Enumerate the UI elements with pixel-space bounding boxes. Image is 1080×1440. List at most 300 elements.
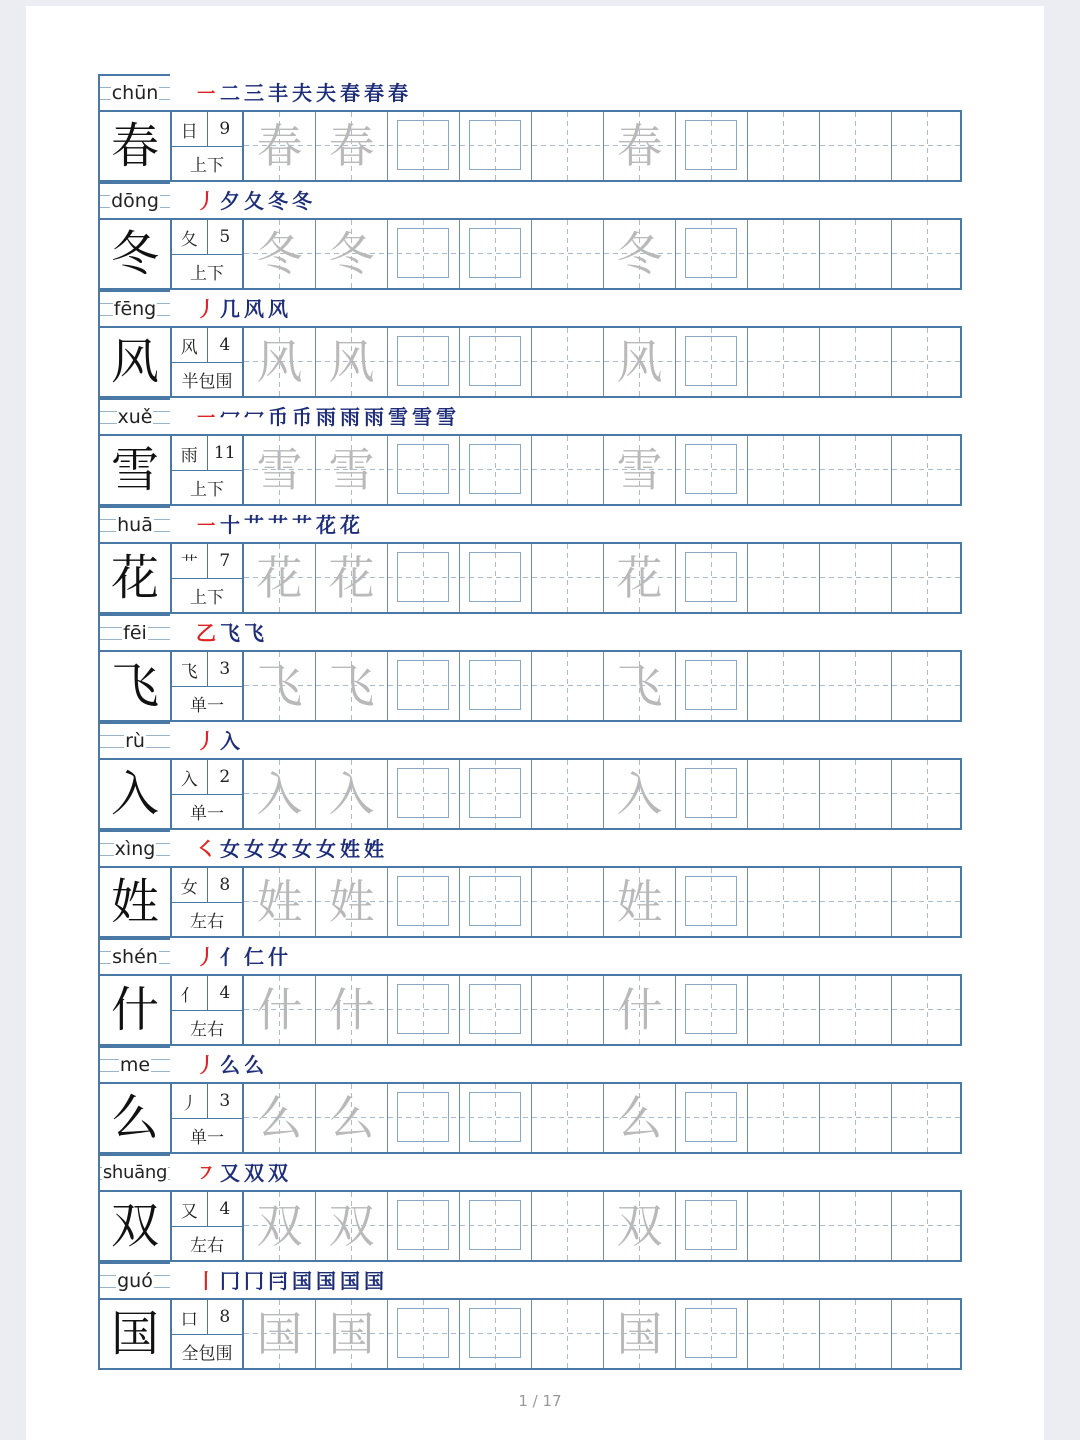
practice-cell (748, 1300, 820, 1368)
practice-cell (748, 436, 820, 504)
writing-box (397, 1092, 449, 1142)
character-entry (98, 1046, 962, 1154)
stroke-count: 8 (219, 875, 231, 895)
writing-box (397, 1200, 449, 1250)
practice-cell (892, 868, 964, 936)
character-info (172, 328, 244, 396)
practice-cell (676, 220, 748, 288)
practice-cell (820, 1300, 892, 1368)
practice-cell (604, 1084, 676, 1152)
character-entry (98, 722, 962, 830)
practice-cell (676, 976, 748, 1044)
trace-character: 姓 (328, 875, 375, 929)
practice-cell (604, 112, 676, 180)
practice-cell (604, 1192, 676, 1260)
practice-cell (316, 1300, 388, 1368)
pinyin-cell (98, 398, 170, 434)
trace-character: 飞 (256, 659, 303, 713)
model-character: 飞 (100, 652, 172, 720)
stroke-order-sequence (196, 1050, 264, 1080)
trace-character: 花 (616, 551, 663, 605)
practice-cell (388, 436, 460, 504)
stroke-step: 冬 (268, 189, 288, 213)
stroke-step: 丿 (196, 729, 216, 753)
practice-cell (820, 652, 892, 720)
practice-cell (892, 436, 964, 504)
writing-box (685, 768, 737, 818)
stroke-step: 丿 (196, 1053, 216, 1077)
practice-cell (604, 868, 676, 936)
practice-cell (316, 112, 388, 180)
practice-cell (820, 760, 892, 828)
practice-grid-row (98, 866, 962, 938)
stroke-order-sequence (196, 294, 288, 324)
writing-box (469, 984, 521, 1034)
trace-character: 花 (328, 551, 375, 605)
writing-box (685, 1092, 737, 1142)
practice-cell (892, 976, 964, 1044)
practice-cell (460, 1300, 532, 1368)
trace-character: 冬 (256, 227, 303, 281)
practice-cell (244, 544, 316, 612)
practice-cell (604, 760, 676, 828)
model-character: 风 (100, 328, 172, 396)
stroke-count: 3 (219, 659, 231, 679)
practice-cell (604, 652, 676, 720)
writing-box (397, 1308, 449, 1358)
character-practice-sheet (98, 74, 962, 1370)
character-info (172, 436, 244, 504)
practice-cell (244, 436, 316, 504)
stroke-step: 花 (316, 513, 336, 537)
practice-cell (388, 652, 460, 720)
writing-box (469, 768, 521, 818)
writing-box (685, 336, 737, 386)
stroke-step: 艹 (244, 513, 264, 537)
practice-cell (676, 1192, 748, 1260)
pinyin-cell (98, 1046, 170, 1082)
practice-grid-row (98, 974, 962, 1046)
practice-cell (604, 544, 676, 612)
stroke-step: 二 (220, 81, 240, 105)
practice-cell (244, 868, 316, 936)
trace-character: 什 (328, 983, 375, 1037)
stroke-step: 冖 (244, 405, 264, 429)
pinyin-text: shuāng (102, 1162, 168, 1183)
practice-cell (316, 544, 388, 612)
stroke-step: ㇐ (196, 513, 216, 537)
character-entry (98, 1154, 962, 1262)
pinyin-text: shén (112, 946, 158, 968)
writing-box (397, 876, 449, 926)
trace-character: 么 (616, 1091, 663, 1145)
stroke-step: 雨 (364, 405, 384, 429)
practice-cell (316, 652, 388, 720)
practice-cell (316, 760, 388, 828)
practice-cell (388, 1084, 460, 1152)
practice-cell (532, 976, 604, 1044)
character-entry (98, 182, 962, 290)
stroke-step: 币 (268, 405, 288, 429)
structure-type: 左右 (190, 912, 224, 932)
practice-cell (316, 1084, 388, 1152)
structure-type: 上下 (190, 480, 224, 500)
structure-type: 上下 (190, 264, 224, 284)
character-info (172, 1192, 244, 1260)
stroke-step: 夫 (316, 81, 336, 105)
practice-cell (460, 436, 532, 504)
practice-grid-row (98, 326, 962, 398)
trace-character: 春 (256, 119, 303, 173)
practice-cell (820, 868, 892, 936)
stroke-step: 丰 (268, 81, 288, 105)
practice-cell (748, 1084, 820, 1152)
stroke-step: 雪 (436, 405, 456, 429)
practice-grid-row (98, 758, 962, 830)
stroke-step: 么 (220, 1053, 240, 1077)
stroke-order-sequence (196, 1158, 288, 1188)
practice-cell (388, 328, 460, 396)
trace-character: 春 (328, 119, 375, 173)
pinyin-cell (98, 182, 170, 218)
practice-cell (388, 976, 460, 1044)
stroke-order-sequence (196, 726, 240, 756)
writing-box (397, 552, 449, 602)
trace-character: 入 (256, 767, 303, 821)
stroke-step: 女 (268, 837, 288, 861)
radical: 飞 (172, 652, 208, 686)
trace-character: 风 (328, 335, 375, 389)
stroke-step: 十 (220, 513, 240, 537)
character-info (172, 544, 244, 612)
stroke-step: 什 (268, 945, 288, 969)
practice-cell (460, 1192, 532, 1260)
practice-cell (676, 544, 748, 612)
pinyin-cell (98, 74, 170, 110)
stroke-count: 8 (219, 1307, 231, 1327)
model-character: 入 (100, 760, 172, 828)
stroke-step: 姓 (340, 837, 360, 861)
stroke-order-sequence (196, 618, 264, 648)
writing-box (685, 984, 737, 1034)
stroke-count: 11 (213, 443, 236, 463)
practice-cell (460, 220, 532, 288)
practice-cell (820, 112, 892, 180)
pinyin-text: rù (125, 730, 145, 752)
character-entry (98, 1262, 962, 1370)
trace-character: 双 (328, 1199, 375, 1253)
practice-cell (604, 436, 676, 504)
trace-character: 双 (616, 1199, 663, 1253)
writing-box (469, 876, 521, 926)
pinyin-cell (98, 830, 170, 866)
practice-cell (460, 328, 532, 396)
pinyin-cell (98, 290, 170, 326)
practice-cell (244, 1192, 316, 1260)
practice-cell (604, 976, 676, 1044)
practice-cell (892, 112, 964, 180)
radical: 日 (172, 112, 208, 146)
writing-box (469, 1092, 521, 1142)
practice-cell (316, 328, 388, 396)
character-info (172, 112, 244, 180)
trace-character: 冬 (616, 227, 663, 281)
practice-cell (748, 976, 820, 1044)
stroke-step: 入 (220, 729, 240, 753)
practice-cell (388, 1300, 460, 1368)
practice-cell (244, 328, 316, 396)
practice-cell (532, 652, 604, 720)
writing-box (397, 660, 449, 710)
practice-cell (892, 328, 964, 396)
stroke-step: 雨 (316, 405, 336, 429)
writing-box (685, 228, 737, 278)
practice-cell (748, 1192, 820, 1260)
practice-cell (748, 760, 820, 828)
practice-cell (748, 328, 820, 396)
stroke-step: 飞 (244, 621, 264, 645)
model-character: 国 (100, 1300, 172, 1368)
writing-box (685, 660, 737, 710)
pinyin-text: me (119, 1054, 151, 1076)
stroke-step: 风 (244, 297, 264, 321)
pinyin-text: xuě (117, 406, 153, 428)
practice-cell (676, 328, 748, 396)
practice-cell (388, 1192, 460, 1260)
trace-character: 国 (328, 1307, 375, 1361)
practice-cell (316, 1192, 388, 1260)
writing-box (397, 768, 449, 818)
character-entry (98, 614, 962, 722)
writing-box (397, 336, 449, 386)
stroke-step: 丿 (196, 945, 216, 969)
writing-box (685, 444, 737, 494)
practice-cell (460, 1084, 532, 1152)
stroke-step: 亻 (220, 945, 240, 969)
stroke-step: 几 (220, 297, 240, 321)
pinyin-text: fēng (113, 298, 157, 320)
practice-cell (388, 760, 460, 828)
stroke-step: 艹 (268, 513, 288, 537)
stroke-step: 又 (220, 1161, 240, 1185)
practice-cell (532, 868, 604, 936)
practice-cell (748, 220, 820, 288)
stroke-step: 夕 (220, 189, 240, 213)
stroke-count: 9 (219, 119, 231, 139)
stroke-order-sequence (196, 510, 360, 540)
trace-character: 春 (616, 119, 663, 173)
practice-cell (748, 652, 820, 720)
character-info (172, 220, 244, 288)
model-character: 姓 (100, 868, 172, 936)
stroke-step: 国 (340, 1269, 360, 1293)
stroke-step: 丿 (196, 189, 216, 213)
stroke-step: 国 (316, 1269, 336, 1293)
stroke-count: 5 (219, 227, 231, 247)
practice-grid-row (98, 1190, 962, 1262)
pinyin-cell (98, 506, 170, 542)
practice-cell (676, 1084, 748, 1152)
practice-cell (316, 436, 388, 504)
character-info (172, 976, 244, 1044)
stroke-step: 雨 (340, 405, 360, 429)
practice-cell (676, 1300, 748, 1368)
practice-cell (460, 544, 532, 612)
stroke-step: 春 (340, 81, 360, 105)
practice-cell (244, 1084, 316, 1152)
practice-cell (316, 868, 388, 936)
practice-cell (460, 652, 532, 720)
stroke-order-sequence (196, 834, 384, 864)
practice-cell (892, 1192, 964, 1260)
pinyin-cell (98, 1262, 170, 1298)
structure-type: 左右 (190, 1020, 224, 1040)
practice-cell (820, 436, 892, 504)
stroke-step: 女 (220, 837, 240, 861)
writing-box (685, 120, 737, 170)
pinyin-text: xìng (114, 838, 156, 860)
practice-cell (676, 652, 748, 720)
model-character: 双 (100, 1192, 172, 1260)
stroke-order-sequence (196, 942, 288, 972)
model-character: 雪 (100, 436, 172, 504)
practice-cell (460, 868, 532, 936)
stroke-step: ㇐ (196, 405, 216, 429)
trace-character: 么 (256, 1091, 303, 1145)
practice-cell (532, 328, 604, 396)
trace-character: 飞 (328, 659, 375, 713)
character-entry (98, 830, 962, 938)
stroke-step: 姓 (364, 837, 384, 861)
stroke-step: 三 (244, 81, 264, 105)
practice-cell (532, 1084, 604, 1152)
writing-box (397, 228, 449, 278)
practice-cell (892, 1084, 964, 1152)
stroke-step: 雪 (388, 405, 408, 429)
practice-cell (892, 760, 964, 828)
writing-box (685, 552, 737, 602)
stroke-step: 国 (364, 1269, 384, 1293)
trace-character: 姓 (256, 875, 303, 929)
practice-cell (244, 760, 316, 828)
writing-box (469, 660, 521, 710)
stroke-count: 7 (219, 551, 231, 571)
character-info (172, 1300, 244, 1368)
trace-character: 入 (616, 767, 663, 821)
practice-cell (244, 976, 316, 1044)
pinyin-text: chūn (111, 82, 159, 104)
structure-type: 单一 (190, 804, 224, 824)
practice-cell (748, 544, 820, 612)
character-entry (98, 74, 962, 182)
practice-cell (676, 760, 748, 828)
practice-cell (532, 436, 604, 504)
radical: 丿 (172, 1084, 208, 1118)
practice-cell (460, 112, 532, 180)
pinyin-cell (98, 1154, 170, 1190)
writing-box (685, 1308, 737, 1358)
writing-box (469, 120, 521, 170)
stroke-count: 4 (219, 335, 231, 355)
stroke-step: 花 (340, 513, 360, 537)
practice-cell (316, 976, 388, 1044)
pinyin-text: guó (117, 1270, 153, 1292)
practice-cell (532, 112, 604, 180)
stroke-step: 女 (316, 837, 336, 861)
practice-cell (532, 1192, 604, 1260)
stroke-order-sequence (196, 1266, 384, 1296)
practice-cell (604, 328, 676, 396)
character-entry (98, 938, 962, 1046)
structure-type: 上下 (190, 156, 224, 176)
writing-box (469, 336, 521, 386)
structure-type: 上下 (190, 588, 224, 608)
trace-character: 风 (256, 335, 303, 389)
trace-character: 么 (328, 1091, 375, 1145)
stroke-count: 4 (219, 1199, 231, 1219)
practice-cell (748, 868, 820, 936)
structure-type: 半包围 (181, 372, 233, 392)
radical: 女 (172, 868, 208, 902)
practice-cell (676, 112, 748, 180)
practice-cell (892, 220, 964, 288)
page-indicator: 1 / 17 (518, 1392, 562, 1410)
practice-grid-row (98, 434, 962, 506)
stroke-step: 女 (244, 837, 264, 861)
writing-box (469, 1200, 521, 1250)
practice-cell (532, 544, 604, 612)
practice-cell (244, 220, 316, 288)
stroke-step: 双 (268, 1161, 288, 1185)
character-entry (98, 398, 962, 506)
stroke-step: 冂 (220, 1269, 240, 1293)
model-character: 春 (100, 112, 172, 180)
practice-cell (820, 1192, 892, 1260)
trace-character: 飞 (616, 659, 663, 713)
stroke-count: 3 (219, 1091, 231, 1111)
model-character: 么 (100, 1084, 172, 1152)
trace-character: 双 (256, 1199, 303, 1253)
practice-grid-row (98, 1082, 962, 1154)
stroke-order-sequence (196, 78, 408, 108)
pinyin-text: huā (117, 514, 153, 536)
stroke-order-sequence (196, 186, 312, 216)
structure-type: 单一 (190, 1128, 224, 1148)
stroke-step: 仁 (244, 945, 264, 969)
stroke-step: 国 (292, 1269, 312, 1293)
practice-cell (388, 112, 460, 180)
practice-cell (532, 760, 604, 828)
trace-character: 姓 (616, 875, 663, 929)
stroke-order-sequence (196, 402, 456, 432)
radical: 夂 (172, 220, 208, 254)
radical: 又 (172, 1192, 208, 1226)
radical: 风 (172, 328, 208, 362)
practice-cell (892, 652, 964, 720)
structure-type: 左右 (190, 1236, 224, 1256)
character-info (172, 1084, 244, 1152)
stroke-step: 冃 (268, 1269, 288, 1293)
stroke-step: 乙 (196, 621, 216, 645)
practice-grid-row (98, 110, 962, 182)
model-character: 冬 (100, 220, 172, 288)
practice-cell (244, 1300, 316, 1368)
radical: 入 (172, 760, 208, 794)
practice-grid-row (98, 1298, 962, 1370)
radical: 口 (172, 1300, 208, 1334)
stroke-step: 双 (244, 1161, 264, 1185)
radical: 亻 (172, 976, 208, 1010)
